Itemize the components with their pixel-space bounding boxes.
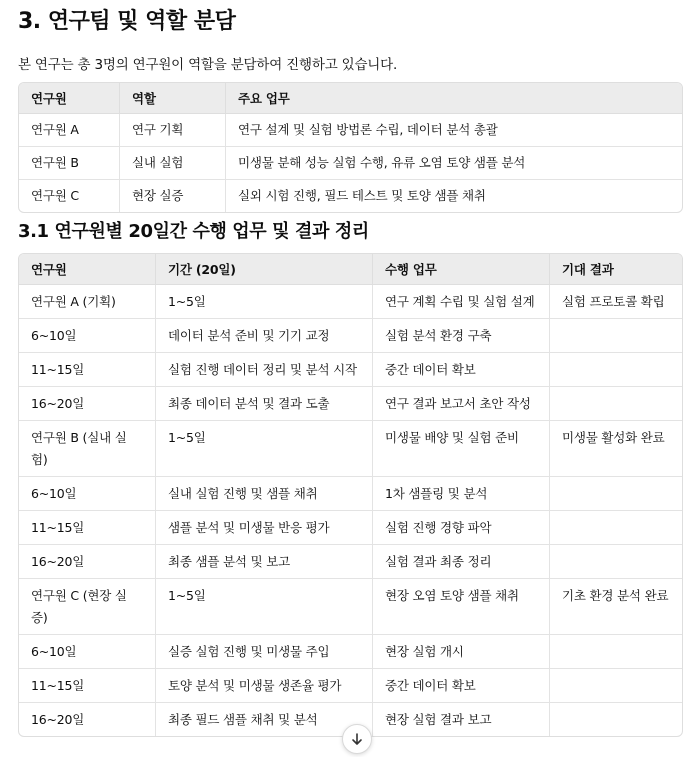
table-cell: 최종 샘플 분석 및 보고 xyxy=(156,545,373,579)
table-row xyxy=(19,319,682,353)
table-cell: 1~5일 xyxy=(156,285,373,319)
column-header: 기대 결과 xyxy=(550,254,682,285)
table-cell: 6~10일 xyxy=(19,319,156,353)
section-3-1-title: 3.1 연구원별 20일간 수행 업무 및 결과 정리 xyxy=(18,221,369,242)
table-cell: 미생물 분해 성능 실험 수행, 유류 오염 토양 샘플 분석 xyxy=(226,147,682,180)
table-cell: 연구원 B xyxy=(19,147,120,180)
table-cell: 실내 실험 xyxy=(120,147,226,180)
table-cell: 실내 실험 진행 및 샘플 채취 xyxy=(156,477,373,511)
table-row xyxy=(19,114,682,147)
table-row xyxy=(19,579,682,635)
team-roles-table xyxy=(18,82,683,213)
column-header: 기간 (20일) xyxy=(156,254,373,285)
table-cell: 6~10일 xyxy=(19,635,156,669)
table-row xyxy=(19,421,682,477)
table-header-row xyxy=(19,254,682,285)
table-cell: 최종 필드 샘플 채취 및 분석 xyxy=(156,703,373,736)
table-cell: 연구원 C xyxy=(19,180,120,212)
table-cell: 11~15일 xyxy=(19,669,156,703)
table-cell: 연구원 A (기획) xyxy=(19,285,156,319)
table-row xyxy=(19,477,682,511)
table-cell: 실험 분석 환경 구축 xyxy=(373,319,550,353)
table-cell xyxy=(550,387,682,421)
column-header: 역할 xyxy=(120,83,226,114)
table-cell: 실험 프로토콜 확립 xyxy=(550,285,682,319)
table-cell: 16~20일 xyxy=(19,703,156,736)
table-cell: 11~15일 xyxy=(19,353,156,387)
table-cell: 최종 데이터 분석 및 결과 도출 xyxy=(156,387,373,421)
table-cell: 샘플 분석 및 미생물 반응 평가 xyxy=(156,511,373,545)
table-cell: 연구 설계 및 실험 방법론 수립, 데이터 분석 총괄 xyxy=(226,114,682,147)
table-row xyxy=(19,353,682,387)
table-cell xyxy=(550,353,682,387)
table-cell: 연구 기획 xyxy=(120,114,226,147)
table-row xyxy=(19,635,682,669)
table-cell: 기초 환경 분석 완료 xyxy=(550,579,682,635)
table-row xyxy=(19,545,682,579)
table-cell: 미생물 배양 및 실험 준비 xyxy=(373,421,550,477)
table-cell: 토양 분석 및 미생물 생존율 평가 xyxy=(156,669,373,703)
table-cell: 1차 샘플링 및 분석 xyxy=(373,477,550,511)
table-cell: 연구원 B (실내 실험) xyxy=(19,421,156,477)
table-row xyxy=(19,180,682,212)
table-cell: 연구원 C (현장 실증) xyxy=(19,579,156,635)
table-cell xyxy=(550,635,682,669)
table-cell xyxy=(550,669,682,703)
table-cell: 실험 진행 데이터 정리 및 분석 시작 xyxy=(156,353,373,387)
table-cell: 미생물 활성화 완료 xyxy=(550,421,682,477)
schedule-table xyxy=(18,253,683,737)
table-cell: 실험 진행 경향 파악 xyxy=(373,511,550,545)
table-cell xyxy=(550,703,682,736)
column-header: 수행 업무 xyxy=(373,254,550,285)
table-cell: 6~10일 xyxy=(19,477,156,511)
arrow-down-icon xyxy=(350,732,364,746)
scroll-down-button[interactable] xyxy=(342,724,372,754)
section-3-title: 3. 연구팀 및 역할 분담 xyxy=(18,9,236,34)
table-cell xyxy=(550,511,682,545)
table-header-row xyxy=(19,83,682,114)
table-cell: 현장 실증 xyxy=(120,180,226,212)
table-cell: 1~5일 xyxy=(156,579,373,635)
table-cell: 실험 결과 최종 정리 xyxy=(373,545,550,579)
table-cell: 11~15일 xyxy=(19,511,156,545)
table-cell: 현장 오염 토양 샘플 채취 xyxy=(373,579,550,635)
table-cell: 1~5일 xyxy=(156,421,373,477)
table-row xyxy=(19,669,682,703)
table-cell: 중간 데이터 확보 xyxy=(373,669,550,703)
table-cell xyxy=(550,319,682,353)
table-cell: 연구원 A xyxy=(19,114,120,147)
table-cell: 현장 실험 개시 xyxy=(373,635,550,669)
table-row xyxy=(19,285,682,319)
table-cell: 실외 시험 진행, 필드 테스트 및 토양 샘플 채취 xyxy=(238,188,486,203)
table-row xyxy=(19,511,682,545)
table-row xyxy=(19,387,682,421)
table-row xyxy=(19,147,682,180)
column-header: 연구원 xyxy=(19,254,156,285)
table-cell: 중간 데이터 확보 xyxy=(373,353,550,387)
section-3-intro: 본 연구는 총 3명의 연구원이 역할을 분담하여 진행하고 있습니다. xyxy=(18,57,398,73)
column-header: 연구원 xyxy=(19,83,120,114)
table-cell: 실증 실험 진행 및 미생물 주입 xyxy=(156,635,373,669)
table-cell: 현장 실험 결과 보고 xyxy=(373,703,550,736)
table-cell: 16~20일 xyxy=(19,545,156,579)
column-header: 주요 업무 xyxy=(226,83,682,114)
table-cell: 16~20일 xyxy=(19,387,156,421)
table-cell: 연구 결과 보고서 초안 작성 xyxy=(373,387,550,421)
table-cell xyxy=(550,545,682,579)
table-cell xyxy=(550,477,682,511)
table-cell: 연구 계획 수립 및 실험 설계 xyxy=(373,285,550,319)
table-cell: 데이터 분석 준비 및 기기 교정 xyxy=(156,319,373,353)
